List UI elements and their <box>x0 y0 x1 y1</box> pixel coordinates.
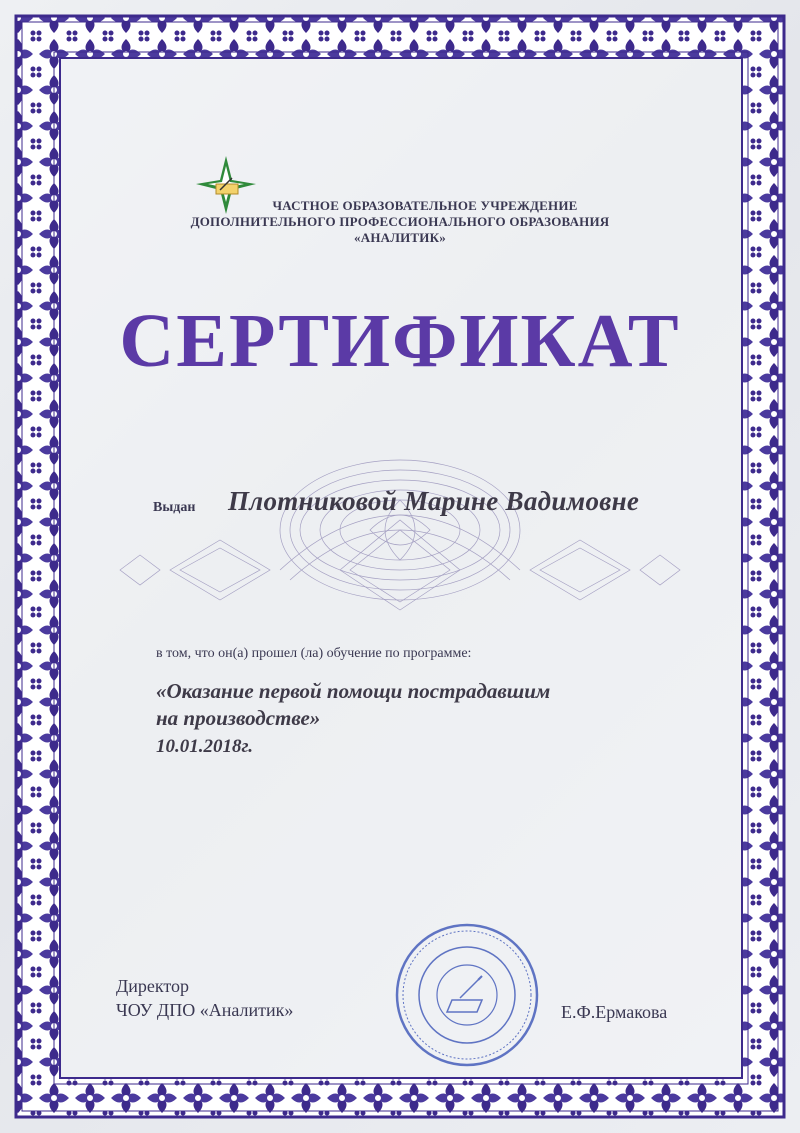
issued-label: Выдан <box>153 500 196 515</box>
program-title-line-1: «Оказание первой помощи пострадавшим <box>156 679 551 703</box>
issue-date: 10.01.2018г. <box>156 736 254 757</box>
organization-line-3: «АНАЛИТИК» <box>354 230 446 245</box>
organization-line-1: ЧАСТНОЕ ОБРАЗОВАТЕЛЬНОЕ УЧРЕЖДЕНИЕ <box>272 198 578 213</box>
program-title-line-2: на производстве» <box>156 706 321 730</box>
certificate-title: СЕРТИФИКАТ <box>119 299 681 383</box>
guilloche-ornament <box>100 420 700 620</box>
round-seal-stamp <box>392 920 542 1070</box>
recipient-name: Плотниковой Марине Вадимовне <box>228 486 640 516</box>
director-title: Директор <box>116 976 190 996</box>
organization-line-2: ДОПОЛНИТЕЛЬНОГО ПРОФЕССИОНАЛЬНОГО ОБРАЗОВАНИЯ <box>190 214 610 229</box>
completion-statement: в том, что он(а) прошел (ла) обучение по программе: <box>156 646 472 661</box>
signer-name: Е.Ф.Ермакова <box>561 1002 668 1022</box>
director-organization: ЧОУ ДПО «Аналитик» <box>116 1000 294 1020</box>
